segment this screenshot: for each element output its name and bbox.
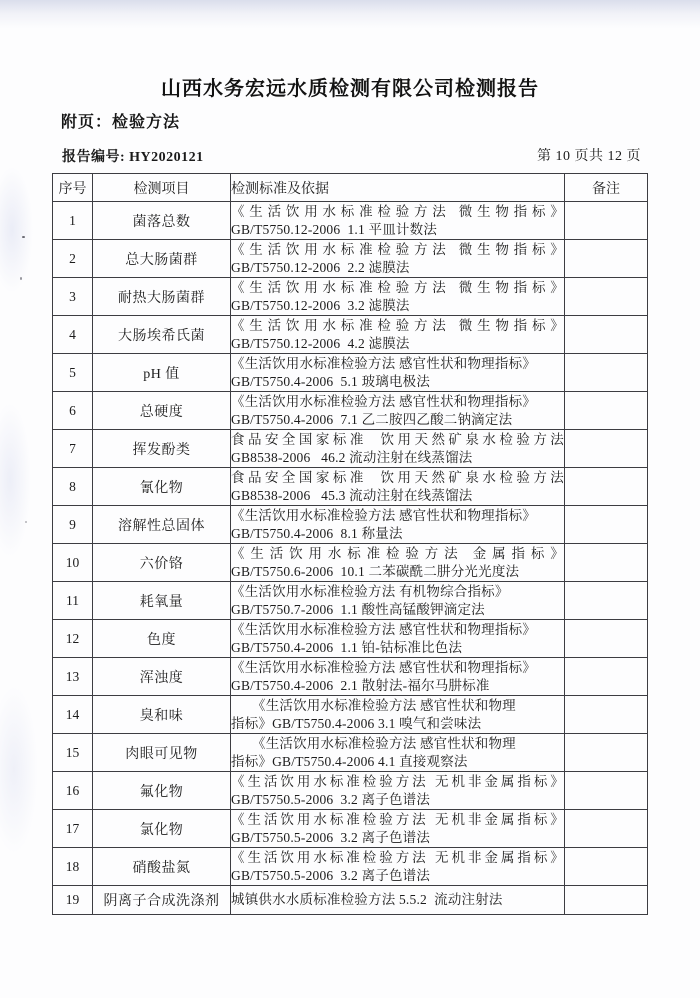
- table-row: [53, 810, 648, 848]
- row-number-cell: 10: [53, 544, 93, 582]
- table-row: [53, 696, 648, 734]
- table-row: [53, 582, 648, 620]
- table-row: [53, 886, 648, 915]
- test-item-cell: 臭和味: [93, 696, 231, 734]
- row-number-cell: 5: [53, 354, 93, 392]
- test-methods-table: [52, 173, 648, 915]
- table-row: [53, 544, 648, 582]
- table-header-row: [53, 174, 648, 202]
- page-indicator: 第 10 页共 12 页: [537, 149, 641, 164]
- standard-basis-cell: [231, 620, 565, 658]
- standard-text-line: GB/T5750.4-2006 7.1 乙二胺四乙酸二钠滴定法: [231, 411, 513, 427]
- standard-basis-cell: [231, 734, 565, 772]
- table-row: [53, 202, 648, 240]
- row-number-cell: 6: [53, 392, 93, 430]
- row-number-cell: 17: [53, 810, 93, 848]
- standard-text-line: 《生活饮用水标准检验方法 感官性状和物理: [252, 735, 516, 751]
- standard-text-line: 《生活饮用水标准检验方法 微生物指标》: [231, 279, 564, 295]
- test-item-cell: 硝酸盐氮: [93, 848, 231, 886]
- standard-text-line: GB/T5750.12-2006 4.2 滤膜法: [231, 335, 410, 351]
- scan-noise-left: [0, 150, 46, 910]
- remark-cell: [565, 810, 648, 848]
- standard-text-line: 《生活饮用水标准检验方法 感官性状和物理指标》: [231, 507, 536, 523]
- report-number-value: HY2020121: [129, 150, 204, 165]
- standard-text-line: GB/T5750.4-2006 8.1 称量法: [231, 525, 403, 541]
- table-row: [53, 240, 648, 278]
- table-row: [53, 278, 648, 316]
- standard-text-line: GB/T5750.6-2006 10.1 二苯碳酰二肼分光光度法: [231, 563, 520, 579]
- row-number-cell: 15: [53, 734, 93, 772]
- table-row: [53, 772, 648, 810]
- standard-text-line: 指标》GB/T5750.4-2006 4.1 直接观察法: [231, 753, 468, 769]
- standard-text-line: 城镇供水水质标准检验方法 5.5.2 流动注射法: [231, 892, 503, 907]
- standard-text-line: 《生活饮用水标准检验方法 感官性状和物理: [252, 697, 516, 713]
- test-item-cell: 耗氧量: [93, 582, 231, 620]
- test-item-cell: 氯化物: [93, 810, 231, 848]
- header-remark: 备注: [565, 174, 648, 202]
- remark-cell: [565, 848, 648, 886]
- standard-basis-cell: [231, 886, 565, 915]
- remark-cell: [565, 506, 648, 544]
- remark-cell: [565, 202, 648, 240]
- test-item-cell: 色度: [93, 620, 231, 658]
- standard-basis-cell: [231, 240, 565, 278]
- standard-text-line: GB/T5750.4-2006 5.1 玻璃电极法: [231, 373, 431, 389]
- remark-cell: [565, 468, 648, 506]
- header-test-item: 检测项目: [93, 174, 231, 202]
- remark-cell: [565, 658, 648, 696]
- table-row: [53, 430, 648, 468]
- standard-text-line: 《生活饮用水标准检验方法 无机非金属指标》: [231, 849, 564, 865]
- standard-basis-cell: [231, 468, 565, 506]
- test-item-cell: 氟化物: [93, 772, 231, 810]
- header-serial-number: 序号: [53, 174, 93, 202]
- table-row: [53, 316, 648, 354]
- table-row: [53, 354, 648, 392]
- row-number-cell: 3: [53, 278, 93, 316]
- test-item-cell: 肉眼可见物: [93, 734, 231, 772]
- standard-text-line: 《生活饮用水标准检验方法 微生物指标》: [231, 317, 564, 333]
- remark-cell: [565, 772, 648, 810]
- appendix-label: 附页：检验方法: [61, 114, 181, 131]
- scan-speck: [22, 236, 25, 238]
- standard-text-line: 《生活饮用水标准检验方法 感官性状和物理指标》: [231, 393, 536, 409]
- row-number-cell: 1: [53, 202, 93, 240]
- remark-cell: [565, 544, 648, 582]
- row-number-cell: 12: [53, 620, 93, 658]
- standard-text-line: 《生活饮用水标准检验方法 有机物综合指标》: [231, 583, 509, 599]
- remark-cell: [565, 582, 648, 620]
- table-row: [53, 506, 648, 544]
- standard-basis-cell: [231, 354, 565, 392]
- report-number-label: 报告编号:: [62, 150, 126, 165]
- standard-text-line: 食品安全国家标准 饮用天然矿泉水检验方法: [231, 469, 564, 485]
- standard-text-line: 《生活饮用水标准检验方法 感官性状和物理指标》: [231, 355, 536, 371]
- test-item-cell: 总大肠菌群: [93, 240, 231, 278]
- row-number-cell: 2: [53, 240, 93, 278]
- remark-cell: [565, 734, 648, 772]
- standard-text-line: 食品安全国家标准 饮用天然矿泉水检验方法: [231, 431, 564, 447]
- standard-text-line: 《生活饮用水标准检验方法 金属指标》: [231, 545, 564, 561]
- standard-text-line: 《生活饮用水标准检验方法 无机非金属指标》: [231, 773, 564, 789]
- standard-basis-cell: [231, 810, 565, 848]
- remark-cell: [565, 354, 648, 392]
- test-item-cell: 阴离子合成洗涤剂: [93, 886, 231, 915]
- test-item-cell: 氰化物: [93, 468, 231, 506]
- standard-text-line: 指标》GB/T5750.4-2006 3.1 嗅气和尝味法: [231, 715, 482, 731]
- scan-noise-top: [0, 0, 700, 30]
- standard-basis-cell: [231, 430, 565, 468]
- table-row: [53, 620, 648, 658]
- table-row: [53, 658, 648, 696]
- remark-cell: [565, 886, 648, 915]
- remark-cell: [565, 696, 648, 734]
- test-item-cell: 浑浊度: [93, 658, 231, 696]
- remark-cell: [565, 392, 648, 430]
- standard-basis-cell: [231, 544, 565, 582]
- standard-basis-cell: [231, 278, 565, 316]
- row-number-cell: 4: [53, 316, 93, 354]
- table-row: [53, 392, 648, 430]
- test-item-cell: 大肠埃希氏菌: [93, 316, 231, 354]
- standard-basis-cell: [231, 772, 565, 810]
- standard-basis-cell: [231, 506, 565, 544]
- test-item-cell: pH 值: [93, 354, 231, 392]
- standard-basis-cell: [231, 316, 565, 354]
- test-item-cell: 六价铬: [93, 544, 231, 582]
- standard-text-line: GB/T5750.5-2006 3.2 离子色谱法: [231, 867, 431, 883]
- test-item-cell: 挥发酚类: [93, 430, 231, 468]
- standard-text-line: GB/T5750.12-2006 2.2 滤膜法: [231, 259, 410, 275]
- report-number: [62, 146, 204, 166]
- standard-text-line: 《生活饮用水标准检验方法 感官性状和物理指标》: [231, 621, 536, 637]
- standard-text-line: GB/T5750.5-2006 3.2 离子色谱法: [231, 791, 431, 807]
- standard-basis-cell: [231, 658, 565, 696]
- page-title: 山西水务宏远水质检测有限公司检测报告: [161, 78, 539, 100]
- standard-basis-cell: [231, 202, 565, 240]
- row-number-cell: 7: [53, 430, 93, 468]
- standard-text-line: GB/T5750.4-2006 2.1 散射法-福尔马肼标准: [231, 677, 490, 693]
- standard-text-line: GB/T5750.5-2006 3.2 离子色谱法: [231, 829, 431, 845]
- table-row: [53, 734, 648, 772]
- standard-text-line: GB/T5750.12-2006 1.1 平皿计数法: [231, 221, 438, 237]
- row-number-cell: 18: [53, 848, 93, 886]
- header-standard-basis: 检测标准及依据: [231, 174, 565, 202]
- test-item-cell: 总硬度: [93, 392, 231, 430]
- remark-cell: [565, 278, 648, 316]
- standard-text-line: 《生活饮用水标准检验方法 微生物指标》: [231, 203, 564, 219]
- row-number-cell: 9: [53, 506, 93, 544]
- remark-cell: [565, 620, 648, 658]
- row-number-cell: 19: [53, 886, 93, 915]
- standard-text-line: GB8538-2006 46.2 流动注射在线蒸馏法: [231, 449, 473, 465]
- test-item-cell: 耐热大肠菌群: [93, 278, 231, 316]
- scan-speck: [20, 277, 22, 280]
- remark-cell: [565, 240, 648, 278]
- test-item-cell: 溶解性总固体: [93, 506, 231, 544]
- test-item-cell: 菌落总数: [93, 202, 231, 240]
- standard-text-line: GB/T5750.7-2006 1.1 酸性高锰酸钾滴定法: [231, 601, 485, 617]
- row-number-cell: 8: [53, 468, 93, 506]
- standard-basis-cell: [231, 696, 565, 734]
- row-number-cell: 11: [53, 582, 93, 620]
- standard-basis-cell: [231, 582, 565, 620]
- standard-text-line: 《生活饮用水标准检验方法 无机非金属指标》: [231, 811, 564, 827]
- table-row: [53, 848, 648, 886]
- remark-cell: [565, 430, 648, 468]
- standard-text-line: GB/T5750.4-2006 1.1 铂-钴标准比色法: [231, 639, 463, 655]
- standard-text-line: GB/T5750.12-2006 3.2 滤膜法: [231, 297, 410, 313]
- row-number-cell: 14: [53, 696, 93, 734]
- scan-speck: [25, 521, 27, 523]
- standard-basis-cell: [231, 848, 565, 886]
- standard-text-line: 《生活饮用水标准检验方法 微生物指标》: [231, 241, 564, 257]
- row-number-cell: 16: [53, 772, 93, 810]
- standard-text-line: GB8538-2006 45.3 流动注射在线蒸馏法: [231, 487, 473, 503]
- table-row: [53, 468, 648, 506]
- row-number-cell: 13: [53, 658, 93, 696]
- remark-cell: [565, 316, 648, 354]
- standard-text-line: 《生活饮用水标准检验方法 感官性状和物理指标》: [231, 659, 536, 675]
- standard-basis-cell: [231, 392, 565, 430]
